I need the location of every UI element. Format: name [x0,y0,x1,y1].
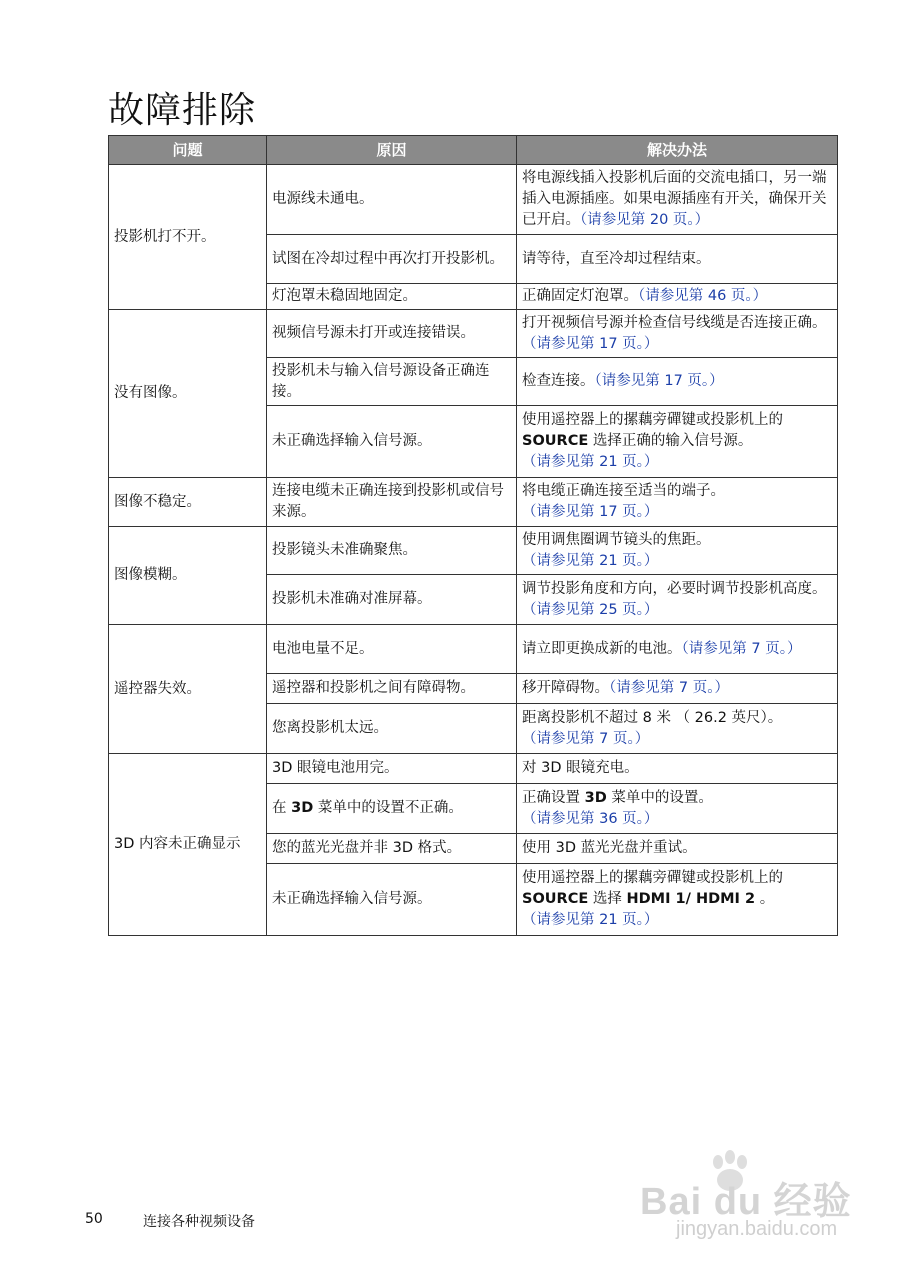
page-reference: （请参见第 7 页。） [522,730,650,747]
solution-cell: 正确固定灯泡罩。（请参见第 46 页。） [517,284,838,310]
solution-cell: 使用遥控器上的摞藕旁磾键或投影机上的 SOURCE 选择 HDMI 1/ HDMI 2 。 （请参见第 21 页。） [517,864,838,936]
problem-cell: 没有图像。 [109,310,267,478]
cause-cell: 电源线未通电。 [267,165,517,235]
page-reference: （请参见第 20 页。） [580,212,710,228]
table-row [109,310,838,358]
problem-cell: 图像不稳定。 [109,478,267,527]
problem-cell: 投影机打不开。 [109,165,267,310]
solution-cell: 正确设置 3D 菜单中的设置。 （请参见第 36 页。） [517,784,838,834]
3d-keyword: 3D [291,800,314,816]
page-reference: （请参见第 17 页。） [594,373,724,389]
header-cause: 原因 [267,136,517,165]
solution-cell: 使用遥控器上的摞藕旁磾键或投影机上的 SOURCE 选择正确的输入信号源。 （请参见第 21 页。） [517,406,838,478]
cause-cell: 3D 眼镜电池用完。 [267,754,517,784]
cause-cell: 电池电量不足。 [267,625,517,674]
cause-cell: 连接电缆未正确连接到投影机或信号来源。 [267,478,517,527]
table-header-row [109,136,838,165]
solution-cell: 调节投影角度和方向，必要时调节投影机高度。（请参见第 25 页。） [517,575,838,625]
page-title: 故障排除 [108,90,257,131]
page-reference: （请参见第 36 页。） [522,810,659,827]
page-number: 50 [85,1211,103,1227]
cause-cell: 您离投影机太远。 [267,704,517,754]
solution-cell: 请立即更换成新的电池。（请参见第 7 页。） [517,625,838,674]
cause-cell: 试图在冷却过程中再次打开投影机。 [267,235,517,284]
page-reference: （请参见第 7 页。） [609,680,729,696]
header-solution: 解决办法 [517,136,838,165]
page-reference: （请参见第 21 页。） [522,912,659,928]
solution-cell: 使用调焦圈调节镜头的焦距。 （请参见第 21 页。） [517,527,838,575]
solution-cell: 检查连接。（请参见第 17 页。） [517,358,838,406]
page-reference: （请参见第 46 页。） [638,288,768,304]
solution-cell: 距离投影机不超过 8 米 （ 26.2 英尺）。 （请参见第 7 页。） [517,704,838,754]
cause-cell: 投影机未与输入信号源设备正确连接。 [267,358,517,406]
page-reference: （请参见第 25 页。） [522,601,659,618]
problem-cell: 遥控器失效。 [109,625,267,754]
cause-cell: 在 3D 菜单中的设置不正确。 [267,784,517,834]
cause-cell: 未正确选择输入信号源。 [267,406,517,478]
watermark-url: jingyan.baidu.com [676,1218,838,1240]
solution-cell: 请等待，直至冷却过程结束。 [517,235,838,284]
table-row [109,527,838,575]
table-row [109,625,838,674]
page-reference: （请参见第 7 页。） [681,640,802,657]
table-row [109,165,838,235]
3d-keyword: 3D [584,789,607,806]
source-keyword: SOURCE [522,433,589,449]
table-row [109,478,838,527]
page-reference: （请参见第 21 页。） [522,552,659,569]
cause-cell: 未正确选择输入信号源。 [267,864,517,936]
source-keyword: SOURCE [522,891,589,907]
cause-cell: 投影镜头未准确聚焦。 [267,527,517,575]
footer-section-title: 连接各种视频设备 [143,1214,255,1230]
header-problem: 问题 [109,136,267,165]
solution-cell: 对 3D 眼镜充电。 [517,754,838,784]
table-row [109,754,838,784]
page-reference: （请参见第 17 页。） [522,504,659,520]
solution-cell: 打开视频信号源并检查信号线缆是否连接正确。（请参见第 17 页。） [517,310,838,358]
cause-cell: 您的蓝光光盘并非 3D 格式。 [267,834,517,864]
page-reference: （请参见第 17 页。） [522,335,659,352]
cause-cell: 灯泡罩未稳固地固定。 [267,284,517,310]
solution-cell: 将电源线插入投影机后面的交流电插口，另一端插入电源插座。如果电源插座有开关，确保开关已开启。（请参见第 20 页。） [517,165,838,235]
solution-cell: 移开障碍物。（请参见第 7 页。） [517,674,838,704]
solution-cell: 使用 3D 蓝光光盘并重试。 [517,834,838,864]
watermark-logo: Bai du 经验 [640,1181,852,1223]
hdmi-keyword: HDMI 1/ HDMI 2 [626,891,756,907]
cause-cell: 遥控器和投影机之间有障碍物。 [267,674,517,704]
problem-cell: 3D 内容未正确显示 [109,754,267,936]
troubleshooting-table [108,135,838,936]
problem-cell: 图像模糊。 [109,527,267,625]
page-reference: （请参见第 21 页。） [522,454,659,470]
solution-cell: 将电缆正确连接至适当的端子。 （请参见第 17 页。） [517,478,838,527]
cause-cell: 投影机未准确对准屏幕。 [267,575,517,625]
cause-cell: 视频信号源未打开或连接错误。 [267,310,517,358]
